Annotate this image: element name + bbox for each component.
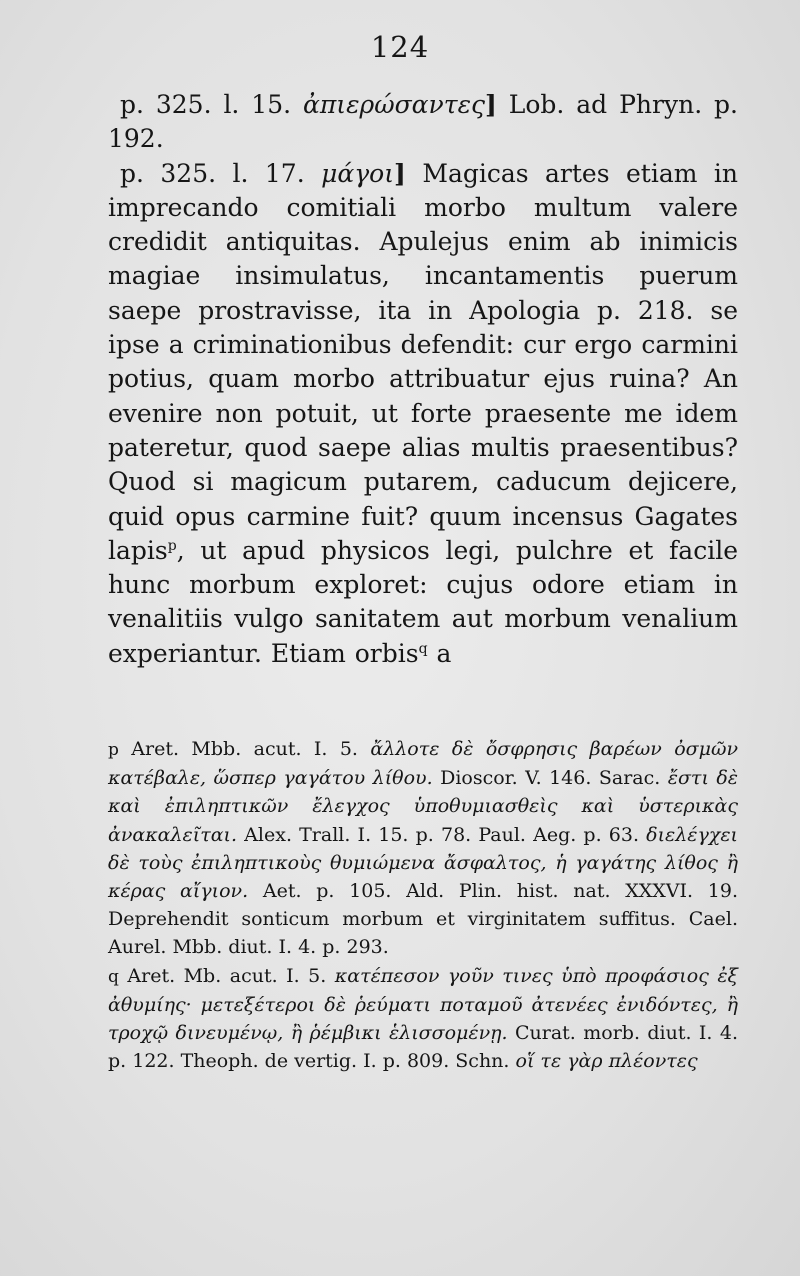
- greek-quotation: διελέγχει δὲ τοὺς ἐπιληπτικοὺς θυμιώμενα ἄσφαλτος, ἡ γαγάτης λίθος ἢ κέρας αἴγιον.: [108, 823, 738, 903]
- commentary-entry: [108, 88, 738, 157]
- main-text: [108, 88, 738, 671]
- footnote-mark: p: [108, 740, 119, 760]
- greek-quotation: ἔστι δὲ καὶ ἐπιληπτικῶν ἔλεγχος ὑποθυμιασθεὶς καὶ ὑστερικὰς ἀνακαλεῖται.: [108, 767, 738, 846]
- citation-text: Aret. Mbb. acut. I. 5.: [131, 738, 371, 760]
- citation-text: Alex. Trall. I. 15. p. 78. Paul. Aeg. p. 63.: [237, 823, 647, 846]
- citation-text: Curat. morb. diut. I. 4. p. 122. Theoph. de vertig. I. p. 809. Schn.: [108, 1022, 739, 1073]
- greek-quotation: οἵ τε γὰρ πλέοντες: [515, 1050, 698, 1073]
- commentary-entry: [108, 157, 738, 671]
- entry-text: , ut apud physicos legi, pulchre et facile hunc morbum exploret: cujus odore etiam in venalitiis vulgo sanitatem aut morbum venalium experiantur. Etiam orbis: [108, 535, 738, 668]
- lemma-bracket: ]: [485, 90, 497, 119]
- page-number: 124: [370, 30, 430, 64]
- entry-text: a: [427, 638, 452, 668]
- greek-quotation: κατέπεσον γοῦν τινες ὑπὸ προφάσιος ἐξ ἀθυμίης· μετεξέτεροι δὲ ῥεύματι ποταμοῦ ἀτενέες ἐνιδόντες, ἢ τροχῷ δινευμένῳ, ἢ ῥέμβικι ἑλισσομένῃ.: [108, 964, 738, 1045]
- entry-text: Magicas artes etiam in imprecando comitiali morbo multum valere credidit antiquitas. Apulejus enim ab inimicis magiae insimulatus, incantamentis puerum saepe prostravisse, ita in Apologia p. 218. se ipse a criminationibus defendit: cur ergo carmini potius, quam morbo attribuatur ejus ruina? An evenire non potuit, ut forte praesente me idem pateretur, quod saepe alias multis praesentibus? Quod si magicum putarem, caducum dejicere, quid opus carmine fuit? quum incensus Gagates lapis: [108, 158, 738, 565]
- greek-lemma: μάγοι: [321, 158, 395, 188]
- citation-text: Aret. Mb. acut. I. 5.: [127, 964, 335, 987]
- greek-lemma: ἀπιερώσαντες: [302, 90, 485, 119]
- footnote-p: [108, 735, 738, 962]
- citation-text: Aet. p. 105. Ald. Plin. hist. nat. XXXVI. 19. Deprehendit sonticum morbum et virginitatem suffitus. Cael. Aurel. Mbb. diut. I. 4. p. 293.: [108, 880, 739, 959]
- greek-quotation: ἄλλοτε δὲ ὄσφρησις βαρέων ὀσμῶν κατέβαλε, ὥσπερ γαγάτου λίθου.: [108, 738, 738, 790]
- footnote-q: [108, 962, 738, 1076]
- citation-text: Dioscor. V. 146. Sarac.: [432, 767, 668, 790]
- lemma-bracket: ]: [394, 158, 406, 188]
- entry-text: Lob. ad Phryn. p. 192.: [108, 90, 739, 154]
- footnote-mark: q: [108, 966, 119, 987]
- line-reference: p. 325. l. 15.: [120, 90, 292, 119]
- footnote-marker-p[interactable]: p: [167, 537, 177, 554]
- line-reference: p. 325. l. 17.: [120, 158, 305, 188]
- footnotes: [108, 735, 738, 1075]
- footnote-marker-q[interactable]: q: [418, 640, 428, 657]
